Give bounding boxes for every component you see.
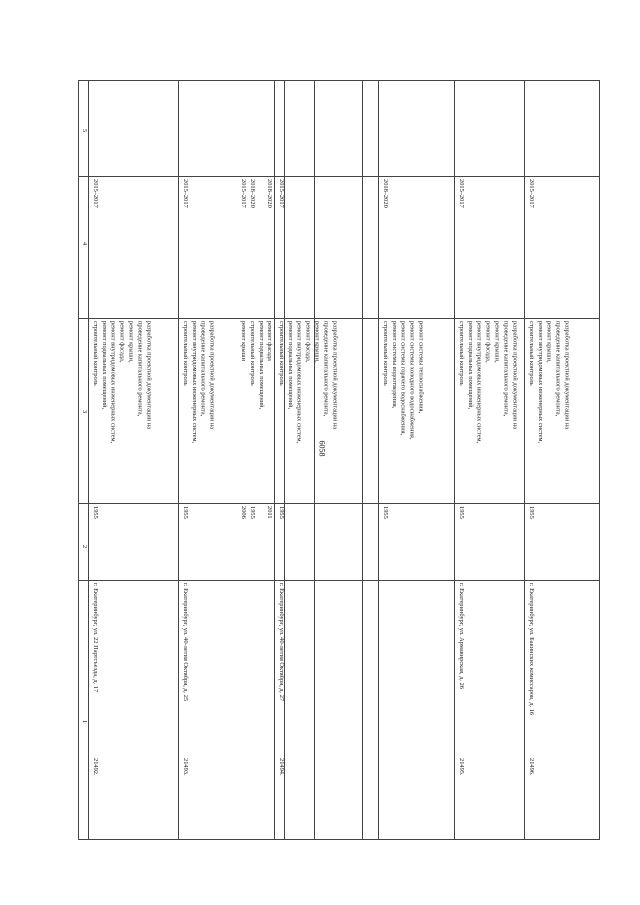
row-period: 2015–2017 (239, 179, 247, 208)
col-divider (78, 176, 600, 177)
subrow-divider (454, 80, 455, 840)
column-header-2: 2 (80, 545, 88, 549)
page-number: 6058 (317, 440, 327, 457)
row-address: г. Екатеринбург, ул. 40-летия Октября, д. 27 (277, 583, 285, 702)
row-period: 2015–2017 (527, 179, 535, 208)
row-period: 2015–2017 (181, 179, 189, 208)
row-year: 1955 (91, 506, 99, 519)
row-divider (378, 80, 379, 840)
row-period: 2018–2020 (248, 179, 256, 208)
row-number: 21496. (527, 758, 535, 776)
column-header-3: 3 (80, 410, 88, 414)
row-year: 1955 (277, 506, 285, 519)
row-year: 1955 (181, 506, 189, 519)
col-divider (78, 580, 600, 581)
row-number: 21493. (181, 758, 189, 776)
col-divider (78, 318, 600, 319)
row-divider (178, 80, 179, 840)
row-address: г. Екатеринбург, ул. 40-летия Октября, д. 25 (181, 583, 189, 702)
row-year: 1955 (248, 506, 256, 519)
row-period: 2018–2020 (265, 179, 273, 208)
row-works: ремонт подвальных помещений, строительный контроль (248, 321, 265, 410)
subrow-divider (362, 80, 363, 840)
row-year: 1955 (381, 506, 389, 519)
row-works: разработка проектной документации на проведение капитального ремонта, ремонт крыши, ремонт внутридомовых инженерных систем, строительный контроль (527, 321, 571, 444)
row-works: ремонт крыши (239, 321, 247, 362)
col-divider (78, 503, 600, 504)
border-left (78, 80, 79, 840)
row-year: 2011 (265, 506, 273, 519)
row-number: 21494. (277, 758, 285, 776)
header-divider (88, 80, 89, 840)
row-year: 2006 (239, 506, 247, 519)
row-works: ремонт фасада (265, 321, 273, 361)
row-year: 1955 (457, 506, 465, 519)
row-address: г. Екатеринбург, ул. 22 Партсъезда, д. 17 (91, 583, 99, 693)
subrow-divider (314, 80, 315, 840)
column-header-5: 5 (80, 129, 88, 133)
column-header-4: 4 (80, 242, 88, 246)
row-works: разработка проектной документации на проведение капитального ремонта, ремонт крыши, ремонт фасада, ремонт внутридомовых инженерных систем, ремонт подвальных помещений, строительный контроль (91, 321, 153, 444)
row-year: 1955 (527, 506, 535, 519)
row-works: ремонт системы теплоснабжения, ремонт системы холодного водоснабжения, ремонт системы горячего водоснабжения, ремонт системы водоотведения, строительный контроль (381, 321, 425, 440)
border-right (599, 80, 600, 840)
row-period: 2018–2020 (381, 179, 389, 208)
border-top (78, 80, 600, 81)
repair-schedule-table (78, 80, 600, 840)
row-works: разработка проектной документации на проведение капитального ремонта, ремонт крыши, ремонт фасада, ремонт внутридомовых инженерных систем, ремонт подвальных помещений, строительный контроль (277, 321, 339, 444)
row-divider (524, 80, 525, 840)
row-divider (274, 80, 275, 840)
row-period: 2015–2017 (91, 179, 99, 208)
row-number: 21495. (457, 758, 465, 776)
row-period: 2015–2017 (457, 179, 465, 208)
border-bottom (78, 839, 600, 840)
column-header-1: 1 (80, 720, 88, 724)
row-address: г. Екатеринбург, ул. Бакинских комиссаров, д. 16 (527, 583, 535, 716)
row-works: разработка проектной документации на проведение капитального ремонта, ремонт крыши, ремонт фасада, ремонт внутридомовых инженерных систем, ремонт подвальных помещений, строительный контроль (457, 321, 519, 444)
row-period: 2015–2017 (277, 179, 285, 208)
row-number: 21492. (91, 758, 99, 776)
row-works: разработка проектной документации на проведение капитального ремонта, ремонт внутридомовых инженерных систем, строительный контроль (181, 321, 216, 444)
row-address: г. Екатеринбург, ул. Армавирская, д. 26 (457, 583, 465, 689)
